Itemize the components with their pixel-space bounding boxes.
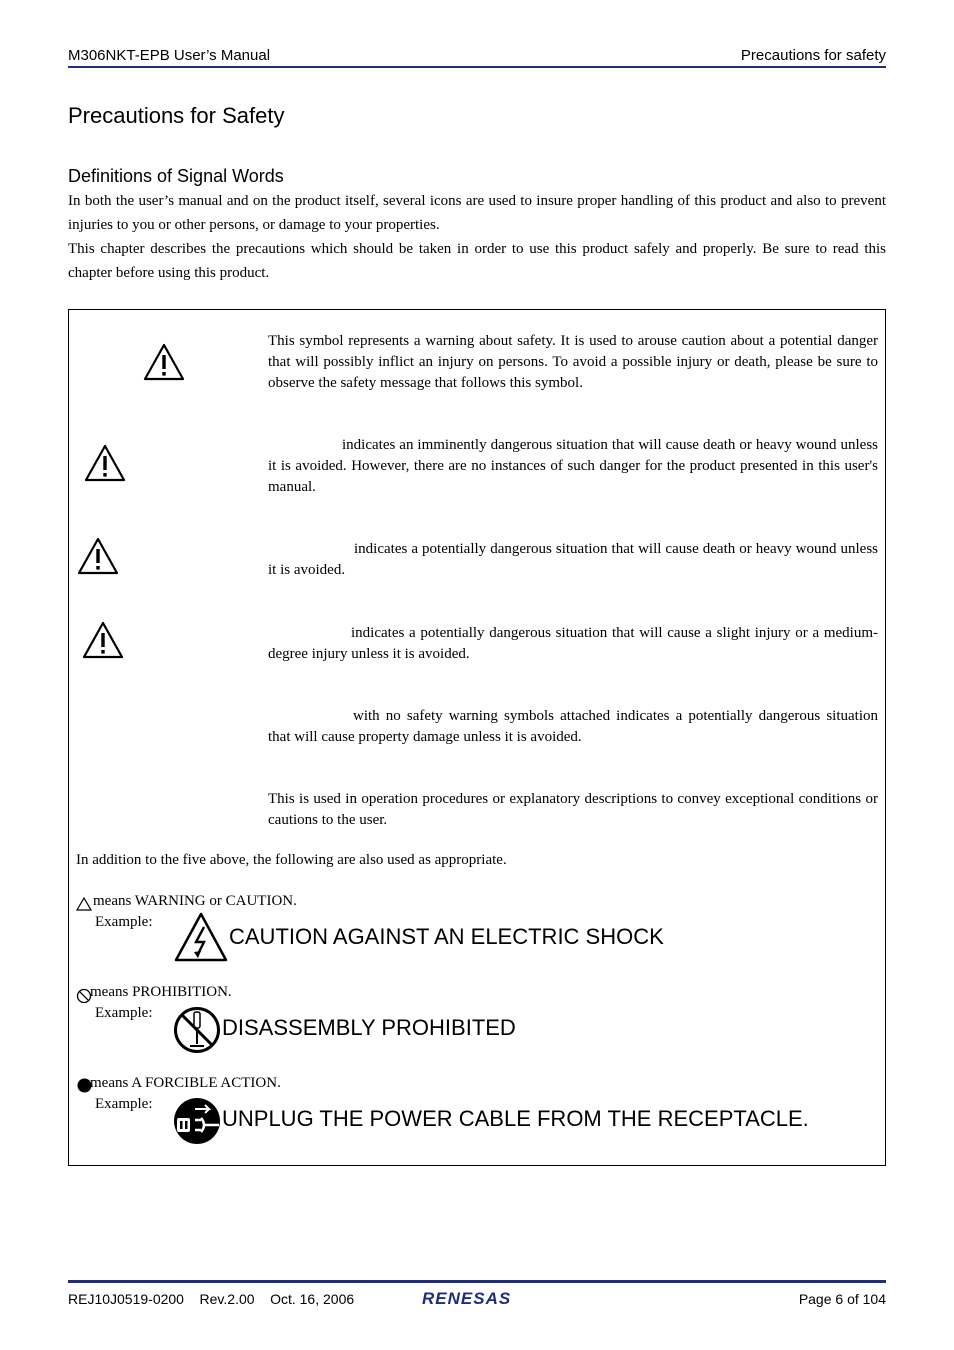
renesas-logo: RENESAS	[422, 1289, 512, 1308]
example-label: Example:	[95, 1096, 153, 1112]
warning-triangle-icon	[84, 444, 126, 482]
definition-text: This symbol represents a warning about safety. It is used to arouse caution about a potential danger that will possibly inflict an injury on persons. To avoid a possible injury or death, please be sure to observe the safety message that follows this symbol.	[268, 333, 878, 391]
header-section-title: Precautions for safety	[740, 47, 886, 64]
example-label: Example:	[95, 1005, 153, 1021]
header-manual-title: M306NKT-EPB User’s Manual	[68, 47, 271, 64]
footer-document-info: REJ10J0519-0200 Rev.2.00 Oct. 16, 2006	[68, 1291, 355, 1307]
disassembly-prohibited-icon	[173, 1006, 221, 1059]
electric-shock-icon	[173, 911, 229, 968]
triangle-outline-icon	[76, 897, 92, 916]
symbol-meaning: means WARNING or CAUTION.	[93, 893, 297, 909]
definition-text: This is used in operation procedures or explanatory descriptions to convey exceptional conditions or cautions to the user.	[268, 791, 878, 828]
footer-rule	[68, 1280, 886, 1283]
section-subtitle: Definitions of Signal Words	[68, 166, 284, 186]
page-title: Precautions for Safety	[68, 103, 285, 128]
additional-intro: In addition to the five above, the following are also used as appropriate.	[76, 852, 507, 868]
definition-text: indicates a potentially dangerous situation that will cause a slight injury or a medium-degree injury unless it is avoided.	[268, 625, 878, 662]
definition-text: with no safety warning symbols attached indicates a potentially dangerous situation that will cause property damage unless it is avoided.	[268, 708, 878, 745]
warning-triangle-icon	[77, 537, 119, 575]
definition-text: indicates a potentially dangerous situation that will cause death or heavy wound unless it is avoided.	[268, 541, 878, 578]
example-caption: DISASSEMBLY PROHIBITED	[222, 1015, 516, 1040]
intro-paragraph: In both the user’s manual and on the product itself, several icons are used to insure proper handling of this product and also to prevent injuries to you or other persons, or damage to your properties.	[68, 193, 886, 233]
intro-paragraph: This chapter describes the precautions which should be taken in order to use this product safely and properly. Be sure to read this chapter before using this product.	[68, 241, 886, 281]
footer-page-number: Page 6 of 104	[798, 1291, 886, 1307]
example-caption: UNPLUG THE POWER CABLE FROM THE RECEPTACLE.	[222, 1106, 809, 1131]
unplug-icon	[173, 1096, 223, 1151]
symbol-meaning: means PROHIBITION.	[90, 984, 232, 1000]
example-label: Example:	[95, 914, 153, 930]
example-caption: CAUTION AGAINST AN ELECTRIC SHOCK	[229, 924, 664, 949]
warning-triangle-icon	[82, 621, 124, 659]
warning-triangle-icon	[143, 343, 185, 381]
header-rule	[68, 66, 886, 68]
symbol-meaning: means A FORCIBLE ACTION.	[90, 1075, 281, 1091]
definition-text: indicates an imminently dangerous situation that will cause death or heavy wound unless it is avoided. However, there are no instances of such danger for the product presented in this user's manual.	[268, 437, 878, 495]
